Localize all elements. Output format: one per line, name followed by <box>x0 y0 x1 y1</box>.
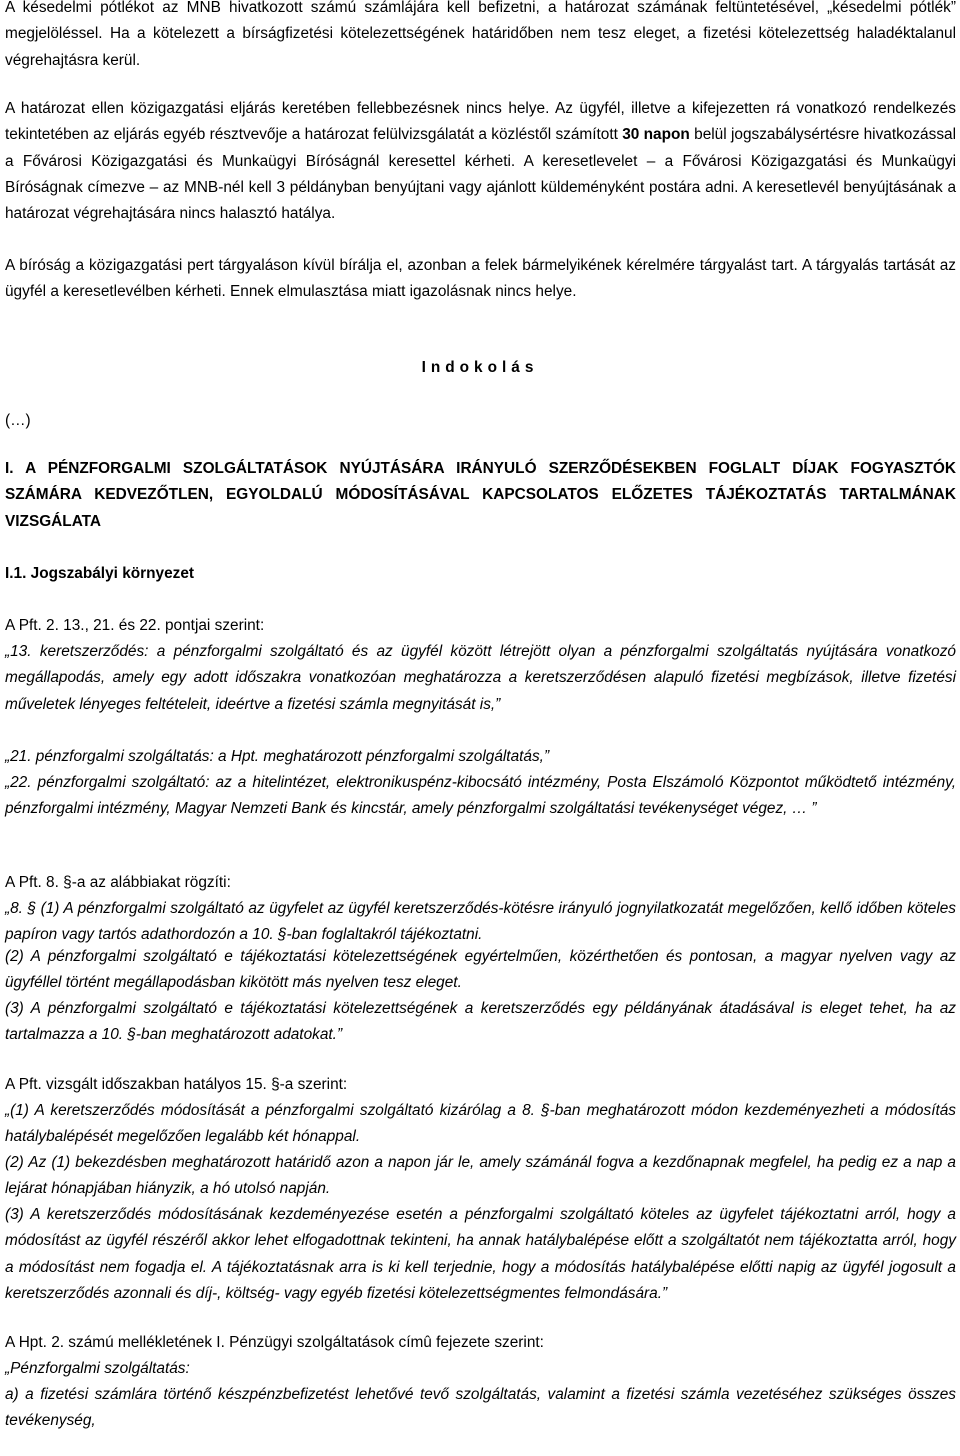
hpt-title: „Pénzforgalmi szolgáltatás: <box>5 1360 190 1377</box>
pft8-para-1: „8. § (1) A pénzforgalmi szolgáltató az ügyfelet az ügyfél keretszerződés-kötésre irányuló jognyilatkozatát megelőzően, kellő időben köteles papíron vagy tartós adathordozón a 10. §-ban foglaltakról tájékoztatni. <box>5 900 956 944</box>
omission-mark: (…) <box>5 412 31 429</box>
pft15-intro: A Pft. vizsgált időszakban hatályos 15. §-a szerint: <box>5 1076 348 1093</box>
reasoning-heading: Indokolás <box>421 359 539 376</box>
pft15-para-3: (3) A keretszerződés módosításának kezdeményezése esetén a pénzforgalmi szolgáltató köteles az ügyfelet tájékoztatni arról, hogy a módosítást az ügyfél részéről akkor lehet elfogadottnak tekinteni, ha annak hatálybalépése előtt a szolgáltatót nem tájékoztatta arról, hogy a módosítást nem fogadja el. A tájékoztatásnak arra is ki kell terjednie, hogy a módosítás hatálybalépése előtti napig az ügyfél jogosult a keretszerződés azonnali és díj-, költség- vagy egyéb fizetési kötelezettségmentes felmondására.” <box>5 1206 956 1302</box>
pft8-para-2: (2) A pénzforgalmi szolgáltató e tájékoztatási kötelezettségének egyértelműen, közérthetően és pontosan, a magyar nyelven vagy az ügyféllel történt megállapodásban kikötött más nyelven tesz eleget. <box>5 948 956 992</box>
pft15-para-2: (2) Az (1) bekezdésben meghatározott határidő azon a napon jár le, amely számánál fogva a kezdőnapnak megfelel, ha pedig ez a nap a lejárat hónapjában hiányzik, a hó utolsó napján. <box>5 1154 956 1198</box>
pft8-para-3: (3) A pénzforgalmi szolgáltató e tájékoztatási kötelezettségének a keretszerződés egy példányának átadásával is eleget tehet, ha az tartalmazza a 10. §-ban meghatározott adatokat.” <box>5 1000 956 1044</box>
appeal-text-b: belül jogszabálysértésre hivatkozással a Fővárosi Közigazgatási és Munkaügyi Bíróságnál keresettel kérheti. A keresetlevelet – a Fővárosi Közigazgatási és Munkaügyi Bíróságnak címezve – az MNB-nél kell 3 példányban benyújtani vagy ajánlott küldeményként postára adni. A keresetlevél benyújtásának a határozat végrehajtására nincs halasztó hatálya. <box>5 126 956 223</box>
appeal-paragraph <box>5 96 956 227</box>
pft-definition-13: „13. keretszerződés: a pénzforgalmi szolgáltató és az ügyfél között létrejött olyan a pénzforgalmi szolgáltatás nyújtására vonatkozó megállapodás, amely egy adott időszakra vonatkozóan meghatározza a keretszerződésen alapuló fizetési megbízások, illetve fizetési műveletek lényeges feltételeit, ideértve a fizetési számla megnyitását is,” <box>5 643 956 713</box>
pft-definitions-intro: A Pft. 2. 13., 21. és 22. pontjai szerint: <box>5 617 265 634</box>
court-paragraph: A bíróság a közigazgatási pert tárgyaláson kívül bírálja el, azonban a felek bármelyikének kérelmére tárgyalást tart. A tárgyalás tartását az ügyfél a keresetlevélben kérheti. Ennek elmulasztása miatt igazolásnak nincs helye. <box>5 257 956 301</box>
pft8-intro: A Pft. 8. §-a az alábbiakat rögzíti: <box>5 874 231 891</box>
hpt-intro: A Hpt. 2. számú mellékletének I. Pénzügyi szolgáltatások címû fejezete szerint: <box>5 1334 544 1351</box>
section-title: I. A PÉNZFORGALMI SZOLGÁLTATÁSOK NYÚJTÁSÁRA IRÁNYULÓ SZERZŐDÉSEKBEN FOGLALT DÍJAK FOGYASZTÓK SZÁMÁRA KEDVEZŐTLEN, EGYOLDALÚ MÓDOSÍTÁSÁVAL KAPCSOLATOS ELŐZETES TÁJÉKOZTATÁS TARTALMÁNAK VIZSGÁLATA <box>5 460 956 530</box>
hpt-item-a: a) a fizetési számlára történő készpénzbefizetést lehetővé tevő szolgáltatás, valamint a fizetési számla vezetéséhez szükséges összes tevékenység, <box>5 1386 956 1430</box>
subsection-title: I.1. Jogszabályi környezet <box>5 565 195 582</box>
deadline-emphasis: 30 napon <box>622 126 690 144</box>
appeal-text-a: A határozat ellen közigazgatási eljárás keretében fellebbezésnek nincs helye. Az ügyfél, illetve a kifejezetten rá vonatkozó rendelkezés tekintetében az eljárás egyéb résztvevője a határozat felülvizsgálatát a közléstől számított <box>5 100 956 144</box>
pft-definition-21: „21. pénzforgalmi szolgáltatás: a Hpt. meghatározott pénzforgalmi szolgáltatás,” <box>5 748 550 765</box>
pft-definition-22: „22. pénzforgalmi szolgáltató: az a hitelintézet, elektronikuspénz-kibocsátó intézmény, Posta Elszámoló Központot működtető intézmény, pénzforgalmi intézmény, Magyar Nemzeti Bank és kincstár, amely pénzforgalmi szolgáltatási tevékenységet végez, … ” <box>5 774 956 818</box>
pft15-para-1: „(1) A keretszerződés módosítását a pénzforgalmi szolgáltató kizárólag a 8. §-ban meghatározott módon kezdeményezheti a módosítás hatálybalépését megelőzően legalább két hónappal. <box>5 1102 956 1146</box>
late-fee-paragraph: A késedelmi pótlékot az MNB hivatkozott számú számlájára kell befizetni, a határozat számának feltüntetésével, „késedelmi pótlék” megjelöléssel. Ha a kötelezett a bírságfizetési kötelezettségének határidőben nem tesz eleget, a fizetési kötelezettség haladéktalanul végrehajtásra kerül. <box>5 0 956 69</box>
